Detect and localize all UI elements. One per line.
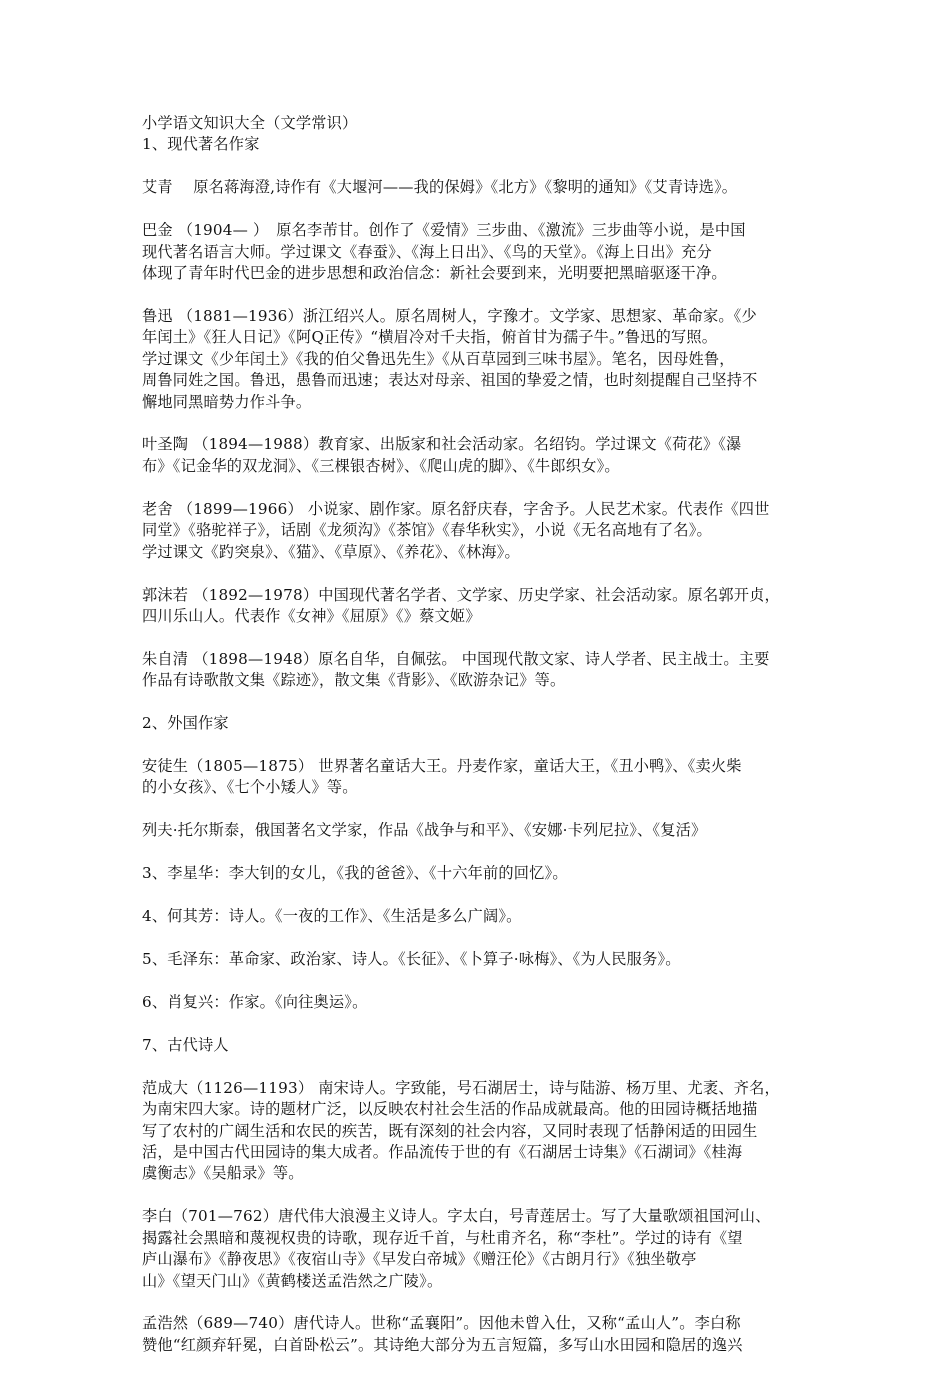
paragraph-line: 鲁迅 （1881—1936）浙江绍兴人。原名周树人，字豫才。文学家、思想家、革命家。《少 xyxy=(142,306,757,325)
paragraph-line: 活，是中国古代田园诗的集大成者。作品流传于世的有《石湖居士诗集》《石湖词》《桂海 xyxy=(142,1143,743,1161)
section-heading-ancient-poets: 7、古代诗人 xyxy=(142,1035,229,1054)
paragraph-line: 懈地同黑暗势力作斗争。 xyxy=(142,392,312,411)
paragraph-line: 列夫·托尔斯泰，俄国著名文学家，作品《战争与和平》、《安娜·卡列尼拉》、《复活》 xyxy=(142,821,707,840)
section-heading-modern-writers: 1、现代著名作家 xyxy=(142,135,260,154)
paragraph-line: 年闰土》《狂人日记》《阿Q正传》“横眉冷对千夫指，俯首甘为孺子牛。”鲁迅的写照。 xyxy=(142,328,718,347)
paragraph-line: 庐山瀑布》《静夜思》《夜宿山寺》《早发白帝城》《赠汪伦》《古朗月行》《独坐敬亭 xyxy=(142,1250,697,1269)
paragraph-line: 安徒生（1805—1875） 世界著名童话大王。丹麦作家，童话大王，《丑小鸭》、《卖火柴 xyxy=(142,757,742,776)
paragraph-line: 揭露社会黑暗和蔑视权贵的诗歌，现存近千首，与杜甫齐名，称“李杜”。学过的诗有《望 xyxy=(142,1228,743,1247)
paragraph-line: 巴金 （1904— ） 原名李芾甘。创作了《爱情》三步曲、《激流》三步曲等小说，是中国 xyxy=(142,221,746,240)
paragraph-tolstoy xyxy=(142,820,822,841)
paragraph-line: 范成大（1126—1193） 南宋诗人。字致能，号石湖居士，诗与陆游、杨万里、尤袤、齐名， xyxy=(142,1078,780,1097)
paragraph-bajin xyxy=(142,220,822,284)
paragraph-line: 山》《望天门山》《黄鹤楼送孟浩然之广陵》。 xyxy=(142,1271,443,1290)
paragraph-line: 朱自清 （1898—1948）原名自华，自佩弦。 中国现代散文家、诗人学者、民主战士。主要 xyxy=(142,649,770,668)
item-xiaofuxing xyxy=(142,992,822,1013)
paragraph-libai xyxy=(142,1206,822,1292)
paragraph-line: 学过课文《少年闰土》《我的伯父鲁迅先生》《从百草园到三味书屋》。笔名，因母姓鲁， xyxy=(142,349,735,368)
paragraph-line: 虞衡志》《吴船录》等。 xyxy=(142,1164,304,1183)
item-heqifang xyxy=(142,906,822,927)
paragraph-yeshengtao xyxy=(142,434,822,477)
paragraph-aiqing xyxy=(142,177,822,198)
item-lixinghua xyxy=(142,863,822,884)
paragraph-line: 3、李星华：李大钊的女儿，《我的爸爸》、《十六年前的回忆》。 xyxy=(142,864,568,883)
paragraph-line: 现代著名语言大师。学过课文《春蚕》、《海上日出》、《鸟的天堂》。《海上日出》充分 xyxy=(142,242,712,261)
paragraph-line: 周鲁同姓之国。鲁迅，愚鲁而迅速；表达对母亲、祖国的挚爱之情，也时刻提醒自己坚持不 xyxy=(142,371,758,390)
document-page xyxy=(142,113,822,1378)
paragraph-line: 布》《记金华的双龙洞》、《三棵银杏树》、《爬山虎的脚》、《牛郎织女》。 xyxy=(142,456,620,475)
paragraph-menghaoran xyxy=(142,1313,822,1356)
paragraph-zhuziqing xyxy=(142,649,822,692)
paragraph-line: 同堂》《骆驼祥子》，话剧《龙须沟》《茶馆》《春华秋实》，小说《无名高地有了名》。 xyxy=(142,521,712,540)
paragraph-fanchengda xyxy=(142,1078,822,1185)
paragraph-line: 孟浩然（689—740）唐代诗人。世称“孟襄阳”。因他未曾入仕，又称“孟山人”。李白称 xyxy=(142,1314,741,1333)
paragraph-line: 6、肖复兴：作家。《向往奥运》。 xyxy=(142,992,368,1011)
item-maozedong xyxy=(142,949,822,970)
document-title: 小学语文知识大全（文学常识） xyxy=(142,114,358,132)
paragraph-line: 四川乐山人。代表作《女神》《屈原》《》蔡文姬》 xyxy=(142,606,481,625)
paragraph-line: 郭沫若 （1892—1978）中国现代著名学者、文学家、历史学家、社会活动家。原名郭开贞， xyxy=(142,585,780,604)
paragraph-line: 艾青 原名蒋海澄,诗作有《大堰河——我的保姆》《北方》《黎明的通知》《艾青诗选》。 xyxy=(142,178,738,197)
paragraph-line: 叶圣陶 （1894—1988）教育家、出版家和社会活动家。名绍钧。学过课文《荷花》《瀑 xyxy=(142,435,742,454)
paragraph-line: 赞他“红颜弃轩冕，白首卧松云”。其诗绝大部分为五言短篇，多写山水田园和隐居的逸兴 xyxy=(142,1335,743,1354)
section-heading-foreign-writers: 2、外国作家 xyxy=(142,714,229,733)
paragraph-line: 老舍 （1899—1966） 小说家、剧作家。原名舒庆春，字舍予。人民艺术家。代表作《四世 xyxy=(142,499,770,518)
paragraph-line: 5、毛泽东：革命家、政治家、诗人。《长征》、《卜算子·咏梅》、《为人民服务》。 xyxy=(142,950,681,969)
paragraph-line: 体现了青年时代巴金的进步思想和政治信念：新社会要到来，光明要把黑暗驱逐干净。 xyxy=(142,264,727,283)
paragraph-line: 的小女孩》、《七个小矮人》等。 xyxy=(142,778,358,797)
paragraph-line: 李白（701—762）唐代伟大浪漫主义诗人。字太白，号青莲居士。写了大量歌颂祖国河山、 xyxy=(142,1207,771,1226)
paragraph-line: 写了农村的广阔生活和农民的疾苦，既有深刻的社会内容，又同时表现了恬静闲适的田园生 xyxy=(142,1121,758,1140)
paragraph-line: 作品有诗歌散文集《踪迹》，散文集《背影》、《欧游杂记》等。 xyxy=(142,671,566,690)
paragraph-laoshe xyxy=(142,499,822,563)
paragraph-andersen xyxy=(142,756,822,799)
paragraph-guomoruo xyxy=(142,585,822,628)
paragraph-line: 4、何其芳：诗人。《一夜的工作》、《生活是多么广阔》。 xyxy=(142,907,522,926)
paragraph-line: 为南宋四大家。诗的题材广泛，以反映农村社会生活的作品成就最高。他的田园诗概括地描 xyxy=(142,1100,758,1119)
paragraph-line: 学过课文《趵突泉》、《猫》、《草原》、《养花》、《林海》。 xyxy=(142,542,520,561)
paragraph-luxun xyxy=(142,306,822,413)
